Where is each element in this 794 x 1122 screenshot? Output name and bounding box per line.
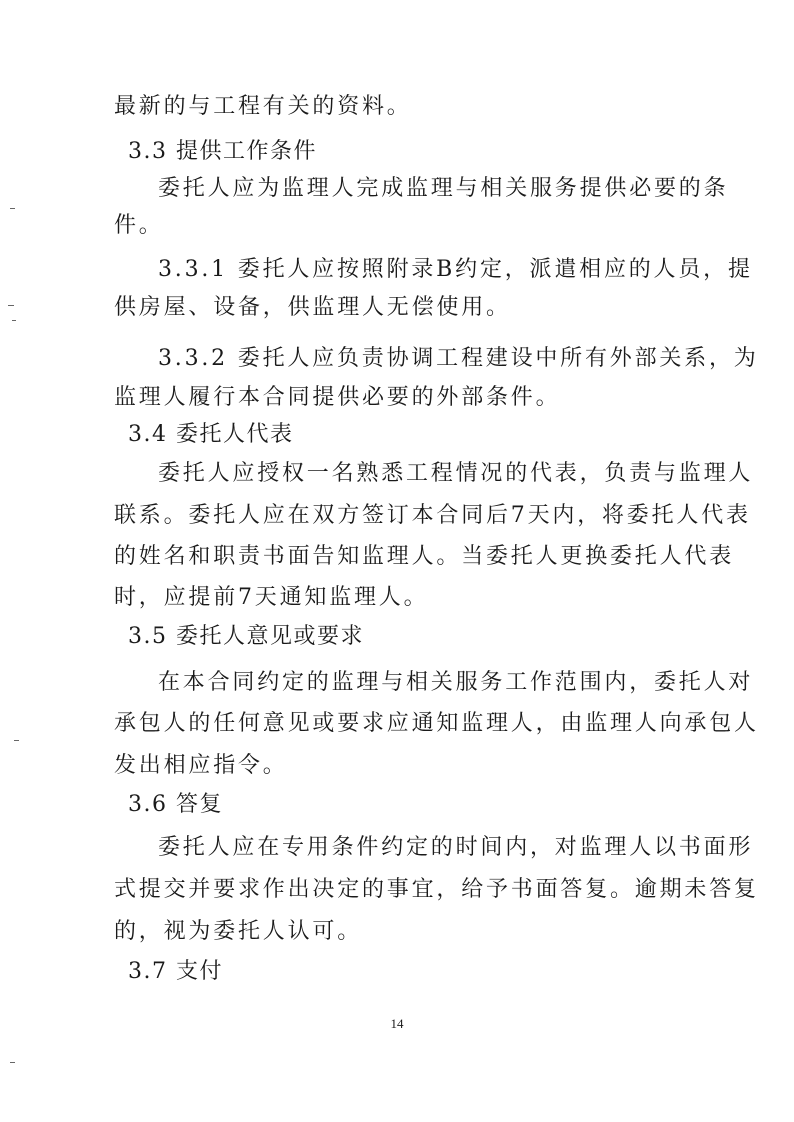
section-heading: 3.6 答复 xyxy=(128,792,223,817)
paragraph-line: 委托人应在专用条件约定的时间内，对监理人以书面形 xyxy=(158,835,754,860)
page-number: 14 xyxy=(390,1016,404,1031)
paragraph-line: 3.3.2 委托人应负责协调工程建设中所有外部关系，为 xyxy=(158,346,759,371)
paragraph-line: 时，应提前7天通知监理人。 xyxy=(114,585,429,610)
paragraph-line: 式提交并要求作出决定的事宜，给予书面答复。逾期未答复 xyxy=(114,877,759,902)
paragraph-line: 供房屋、设备，供监理人无偿使用。 xyxy=(114,295,511,320)
paragraph-line: 发出相应指令。 xyxy=(114,753,288,778)
paragraph-line: 的姓名和职责书面告知监理人。当委托人更换委托人代表 xyxy=(114,544,735,569)
paragraph-line: 监理人履行本合同提供必要的外部条件。 xyxy=(114,385,561,410)
scan-speck xyxy=(12,320,16,321)
scan-speck xyxy=(10,1062,15,1063)
paragraph-line: 在本合同约定的监理与相关服务工作范围内，委托人对 xyxy=(158,670,754,695)
paragraph-line: 联系。委托人应在双方签订本合同后7天内，将委托人代表 xyxy=(114,503,751,528)
paragraph-line: 委托人应授权一名熟悉工程情况的代表，负责与监理人 xyxy=(158,461,754,486)
scan-speck xyxy=(14,740,19,741)
paragraph-line: 3.3.1 委托人应按照附录B约定，派遣相应的人员，提 xyxy=(158,257,753,282)
paragraph-line: 承包人的任何意见或要求应通知监理人，由监理人向承包人 xyxy=(114,711,759,736)
scan-speck xyxy=(10,208,15,209)
scan-speck xyxy=(8,305,14,306)
section-heading: 3.5 委托人意见或要求 xyxy=(128,624,364,649)
paragraph-line: 件。 xyxy=(114,213,164,238)
paragraph-line: 委托人应为监理人完成监理与相关服务提供必要的条 xyxy=(158,176,729,201)
section-heading: 3.3 提供工作条件 xyxy=(128,139,317,164)
text-line: 最新的与工程有关的资料。 xyxy=(114,94,412,119)
paragraph-line: 的，视为委托人认可。 xyxy=(114,919,363,944)
section-heading: 3.7 支付 xyxy=(128,959,223,984)
section-heading: 3.4 委托人代表 xyxy=(128,422,294,447)
